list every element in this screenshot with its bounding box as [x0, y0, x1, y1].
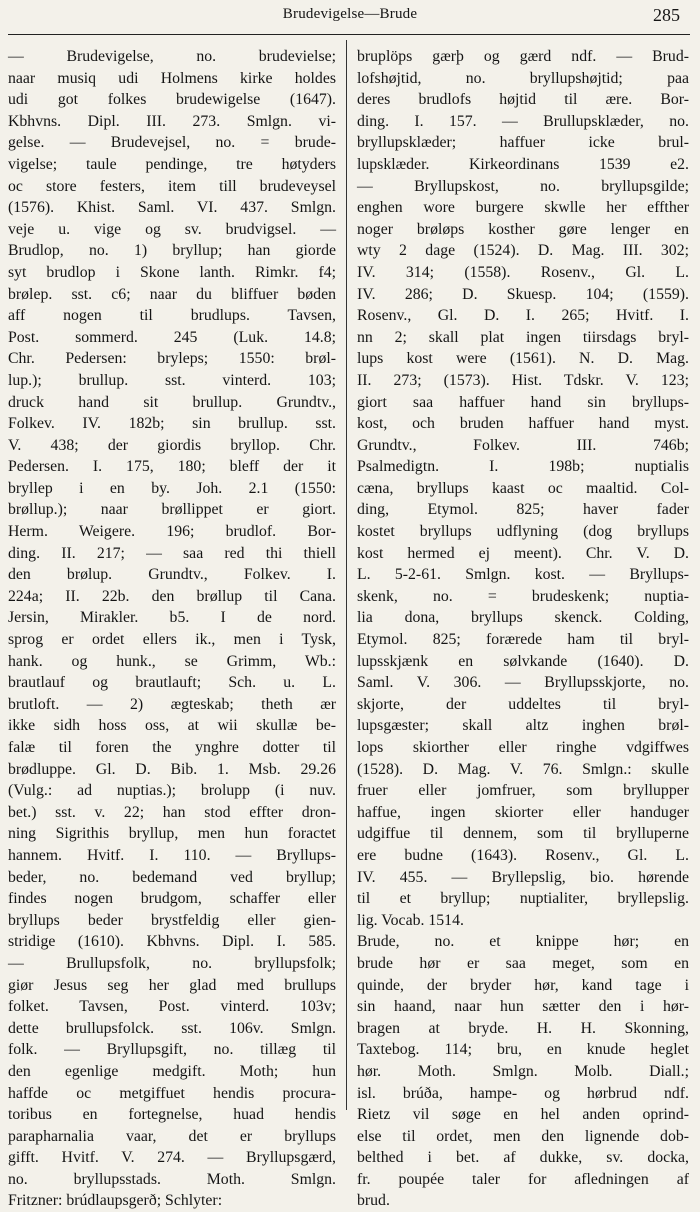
text-line: ikke sidh hoss oss, at wii skullæ be-	[8, 717, 336, 735]
text-line: lupsklæder. Kirkeordinans 1539 e2.	[357, 155, 689, 173]
text-line: syt brudlop i Skone lanth. Rimkr. f4;	[8, 263, 336, 281]
text-line: lig. Vocab. 1514.	[357, 911, 464, 929]
text-line: folk. — Bryllupsgift, no. tillæg til	[8, 1041, 336, 1059]
text-line: kost, och bruden haffuer hand myst.	[357, 415, 689, 433]
text-line: Chr. Pedersen: bryleps; 1550: brøl-	[8, 350, 336, 368]
text-line: giør Jesus seg her glad med brullups	[8, 976, 336, 994]
text-line: skenk, no. = brudeskenk; nuptia-	[357, 587, 689, 605]
text-line: lupsskjænk en sølvkande (1640). D.	[357, 652, 689, 670]
text-line: hank. og hunk., se Grimm, Wb.:	[8, 652, 336, 670]
text-line: druck hand sit brullup. Grundtv.,	[8, 393, 336, 411]
text-line: lofshøjtid, no. bryllupshøjtid; paa	[357, 69, 689, 87]
text-line: lupsgæster; skall altz inghen brøl-	[357, 717, 689, 735]
text-line: stridige (1610). Kbhvns. Dipl. I. 585.	[8, 933, 336, 951]
text-line: sin haand, naar hun sætter den i hør-	[357, 998, 689, 1016]
text-line: no. bryllupsstads. Moth. Smlgn.	[8, 1170, 336, 1188]
text-line: dette brullupsfolck. sst. 106v. Smlgn.	[8, 1019, 336, 1037]
text-line: kost hermed ej meent). Chr. V. D.	[357, 544, 689, 562]
text-line: oc store festers, item till brudeveysel	[8, 177, 336, 195]
text-line: Fritzner: brúdlaupsgerð; Schlyter:	[8, 1192, 223, 1210]
text-line: lops skiorther eller ringhe vdgiffwes	[357, 739, 689, 756]
text-line: ding. II. 217; — saa red thi thiell	[8, 544, 336, 562]
text-line: Rosenv., Gl. D. I. 265; Hvitf. I.	[357, 307, 689, 325]
text-line: IV. 455. — Bryllepslig, bio. hørende	[357, 868, 689, 886]
text-line: brud.	[357, 1192, 390, 1210]
text-line: Saml. V. 306. — Bryllupsskjorte, no.	[357, 674, 689, 692]
text-line: gelse. — Brudevejsel, no. = brude-	[8, 134, 336, 152]
text-line: findes nogen brudgom, schaffer eller	[8, 890, 336, 908]
page-number: 285	[653, 5, 680, 25]
text-line: fruer eller jomfruer, som bryllupper	[357, 782, 689, 800]
text-line: — Bryllupskost, no. bryllupsgilde;	[357, 177, 689, 195]
text-line: gifft. Hvitf. V. 274. — Bryllupsgærd,	[8, 1149, 336, 1167]
text-line: quinde, der bryder hør, kand tage i	[357, 976, 689, 994]
text-line: til et bryllup; nuptialiter, bryllepslig.	[357, 890, 689, 908]
text-line: brøllup.); naar brøllippet er giort.	[8, 501, 336, 519]
text-line: lups kost were (1561). N. D. Mag.	[357, 350, 689, 368]
text-line: kostet bryllups udflyning (dog bryllups	[357, 523, 689, 541]
text-line: hør. Moth. Smlgn. Molb. Diall.;	[357, 1062, 689, 1080]
text-line: ere budne (1643). Rosenv., Gl. L.	[357, 846, 689, 864]
text-line: brølep. sst. c6; naar du bliffuer bøden	[8, 285, 336, 303]
text-line: cæna, bryllups kaast oc maaltid. Col-	[357, 479, 689, 497]
text-line: nn 2; skall plat ingen tiirsdags bryl-	[357, 328, 689, 346]
text-line: else til ordet, men den lignende dob-	[357, 1127, 689, 1145]
text-line: Kbhvns. Dipl. III. 273. Smlgn. vi-	[8, 112, 336, 130]
text-line: L. 5-2-61. Smlgn. kost. — Bryllups-	[357, 566, 689, 584]
text-line: den brølup. Grundtv., Folkev. I.	[8, 566, 336, 584]
text-line: lia dona, bryllups skenck. Colding,	[357, 609, 689, 627]
text-line: Psalmedigtn. I. 198b; nuptialis	[357, 458, 689, 476]
running-head: Brudevigelse—Brude	[282, 6, 418, 22]
text-line: beder, no. bedemand ved bryllup;	[8, 868, 336, 886]
text-line: bruplöps gærþ og gærd ndf. — Brud-	[357, 48, 689, 65]
text-line: IV. 286; D. Skuesp. 104; (1559).	[357, 285, 689, 303]
text-line: ding, Etymol. 825; haver fader	[357, 501, 689, 519]
text-line: naar musiq udi Holmens kirke holdes	[8, 69, 336, 87]
text-line: Jersin, Mirakler. b5. I de nord.	[8, 609, 336, 627]
text-line: bryllep i en by. Joh. 2.1 (1550:	[8, 479, 336, 497]
text-line: Rietz vil søge en hel anden oprind-	[357, 1106, 689, 1124]
header-rule	[8, 34, 690, 35]
text-line: brutloft. — 2) ægteskab; theth ær	[8, 695, 336, 713]
text-line: (1576). Khist. Saml. VI. 437. Smlgn.	[8, 199, 336, 217]
text-line: belthed i bet. af dukke, sv. docka,	[357, 1149, 689, 1167]
text-line: lup.); brullup. sst. vinterd. 103;	[8, 371, 336, 389]
text-line: noger brøløps kosther gøre lenger en	[357, 220, 689, 238]
text-line: — Brudevigelse, no. brudevielse;	[8, 48, 336, 65]
text-line: brude hør er saa meget, som en	[357, 954, 689, 972]
text-line: Herm. Weigere. 196; brudlof. Bor-	[8, 523, 336, 541]
text-line: sprog er ordet ellers ik., men i Tysk,	[8, 631, 336, 649]
text-line: 224a; II. 22b. den brøllup til Cana.	[8, 587, 336, 605]
page-header	[0, 6, 700, 30]
right-column	[357, 46, 689, 1210]
text-line: brautlauf og brautlauft; Sch. u. L.	[8, 674, 336, 692]
text-line: isl. brúða, hampe- og hørbrud ndf.	[357, 1084, 689, 1102]
column-divider	[346, 40, 347, 1110]
text-line: Folkev. IV. 182b; sin brullup. sst.	[8, 415, 336, 433]
text-line: den egenlige medgift. Moth; hun	[8, 1062, 336, 1080]
text-line: Grundtv., Folkev. III. 746b;	[357, 436, 689, 454]
text-line: ning Sigrithis bryllup, men hun foractet	[8, 825, 336, 843]
text-line: (Vulg.: ad nuptias.); brolupp (i nuv.	[8, 782, 336, 800]
text-line: bryllupsklæder; haffuer icke brul-	[357, 134, 689, 152]
text-line: vigelse; taule pendinge, tre høtyders	[8, 155, 336, 173]
text-line: bet.) sst. v. 22; han stod effter dron-	[8, 803, 336, 821]
text-line: giort saa haffuer hand sin bryllups-	[357, 393, 689, 411]
text-line: skjorte, der uddeltes til bryl-	[357, 695, 689, 713]
text-line: IV. 314; (1558). Rosenv., Gl. L.	[357, 263, 689, 281]
text-line: bryllups beder brystfeldig eller gien-	[8, 911, 336, 929]
text-line: Brudlop, no. 1) bryllup; han giorde	[8, 242, 336, 260]
text-line: fr. poupée taler for afledningen af	[357, 1170, 689, 1188]
text-line: Pedersen. I. 175, 180; bleff der it	[8, 458, 336, 476]
text-line: haffue, ingen skiorter eller handuger	[357, 803, 689, 821]
text-line: haffde oc metgiffuet hendis procura-	[8, 1084, 336, 1102]
text-line: V. 438; der giordis bryllop. Chr.	[8, 436, 336, 454]
text-line: enghen wore burgere skwlle her effther	[357, 199, 689, 217]
text-line: brødluppe. Gl. D. Bib. 1. Msb. 29.26	[8, 760, 336, 778]
text-line: udi got folkes brudewigelse (1647).	[8, 91, 336, 109]
text-line: wty 2 dage (1524). D. Mag. III. 302;	[357, 242, 689, 260]
left-column	[8, 46, 336, 1210]
text-line: ding. I. 157. — Brullupsklæder, no.	[357, 112, 689, 130]
text-line: toribus en fortegnelse, huad hendis	[8, 1106, 336, 1124]
text-line: veje u. vige og sv. brudvigsel. —	[8, 220, 336, 238]
text-line: aff nogen til brudlups. Tavsen,	[8, 307, 336, 325]
text-line: bragen at bryde. H. H. Skonning,	[357, 1019, 689, 1037]
text-line: Etymol. 825; forærede ham til bryl-	[357, 631, 689, 649]
text-line: deres brudlofs højtid til ære. Bor-	[357, 91, 689, 109]
text-line: falæ til foren the ynghre dotter til	[8, 739, 336, 756]
text-line: folket. Tavsen, Post. vinterd. 103v;	[8, 998, 336, 1016]
text-line: Brude, no. et knippe hør; en	[357, 933, 689, 951]
text-line: udgiffue til dennem, som til brylluperne	[357, 825, 689, 843]
text-line: parapharnalia vaar, det er bryllups	[8, 1127, 336, 1145]
text-line: Taxtebog. 114; bru, en knude heglet	[357, 1041, 689, 1059]
text-line: (1528). D. Mag. V. 76. Smlgn.: skulle	[357, 760, 689, 778]
text-line: — Brullupsfolk, no. bryllupsfolk;	[8, 954, 336, 972]
text-line: II. 273; (1573). Hist. Tdskr. V. 123;	[357, 371, 689, 389]
text-line: hannem. Hvitf. I. 110. — Bryllups-	[8, 846, 336, 864]
text-line: Post. sommerd. 245 (Luk. 14.8;	[8, 328, 336, 346]
